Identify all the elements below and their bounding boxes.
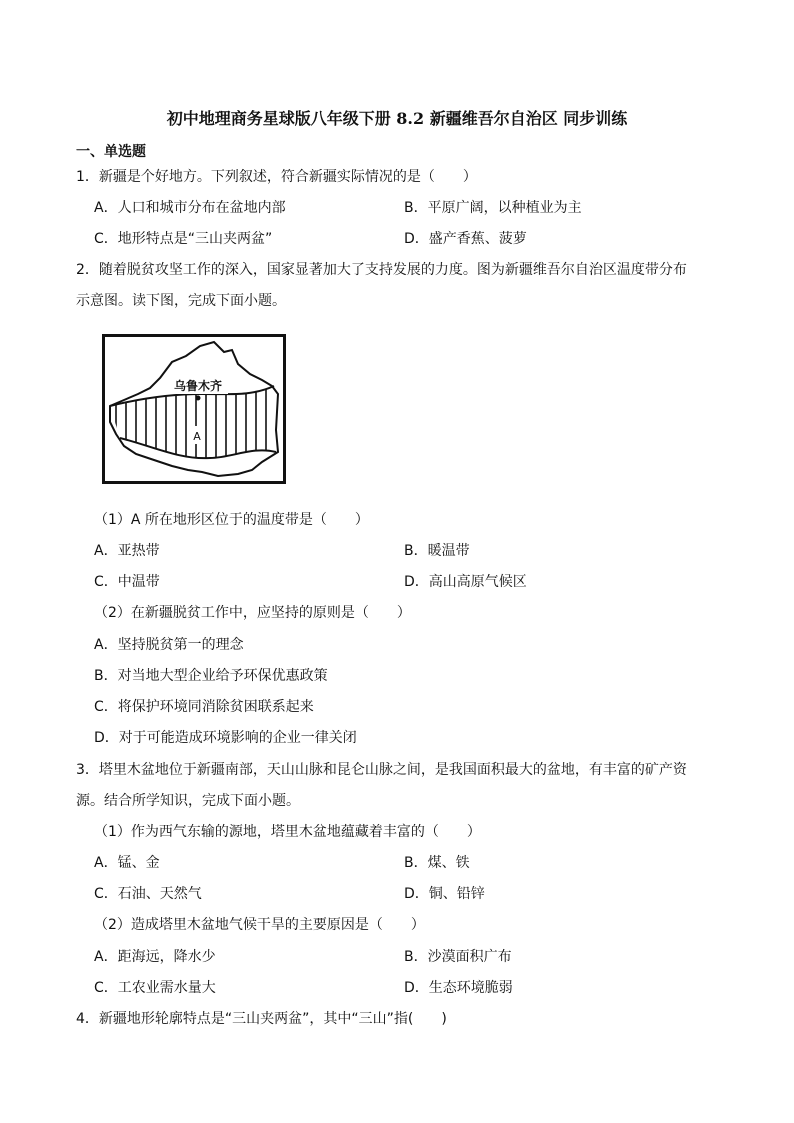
q2-stem-line2: 示意图。读下图，完成下面小题。 [76, 293, 286, 309]
q3-stem-line1: 3．塔里木盆地位于新疆南部，天山山脉和昆仑山脉之间，是我国面积最大的盆地，有丰富的矿产资 [76, 762, 687, 778]
q2-sub2-option-d: D．对于可能造成环境影响的企业一律关闭 [94, 730, 357, 746]
xinjiang-temperature-map [102, 334, 286, 484]
q2-stem-line1: 2．随着脱贫攻坚工作的深入，国家显著加大了支持发展的力度。图为新疆维吾尔自治区温度带分布 [76, 262, 687, 278]
q2-sub1-option-c: C．中温带 [94, 574, 160, 590]
q3-sub1-option-a: A．锰、金 [94, 855, 160, 871]
q2-sub2-stem: （2）在新疆脱贫工作中，应坚持的原则是（ ） [94, 605, 411, 621]
q3-sub1-option-d: D．铜、铅锌 [404, 886, 485, 902]
q3-sub1-stem: （1）作为西气东输的源地，塔里木盆地蕴藏着丰富的（ ） [94, 824, 481, 840]
page-title: 初中地理商务星球版八年级下册 8.2 新疆维吾尔自治区 同步训练 [166, 109, 628, 128]
point-a-label: A [193, 430, 201, 443]
q3-sub2-stem: （2）造成塔里木盆地气候干旱的主要原因是（ ） [94, 917, 425, 933]
city-point [196, 396, 201, 401]
q1-option-a: A．人口和城市分布在盆地内部 [94, 200, 286, 216]
q3-sub2-option-c: C．工农业需水量大 [94, 980, 216, 996]
q3-stem-line2: 源。结合所学知识，完成下面小题。 [76, 793, 300, 809]
q2-sub1-option-a: A．亚热带 [94, 543, 160, 559]
city-label: 乌鲁木齐 [173, 379, 223, 393]
q3-sub1-option-c: C．石油、天然气 [94, 886, 202, 902]
q3-sub2-option-b: B．沙漠面积广布 [404, 949, 512, 965]
q3-sub1-option-b: B．煤、铁 [404, 855, 470, 871]
q2-sub2-option-c: C．将保护环境同消除贫困联系起来 [94, 699, 314, 715]
q2-sub1-option-d: D．高山高原气候区 [404, 574, 527, 590]
q1-option-c: C．地形特点是“三山夹两盆” [94, 231, 273, 247]
q2-sub2-option-a: A．坚持脱贫第一的理念 [94, 637, 244, 653]
q1-option-d: D．盛产香蕉、菠萝 [404, 231, 527, 247]
q3-sub2-option-d: D．生态环境脆弱 [404, 980, 513, 996]
q1-stem: 1．新疆是个好地方。下列叙述，符合新疆实际情况的是（ ） [76, 169, 477, 185]
q2-sub2-option-b: B．对当地大型企业给予环保优惠政策 [94, 668, 328, 684]
q2-sub1-stem: （1）A 所在地形区位于的温度带是（ ） [94, 512, 369, 528]
q1-option-b: B．平原广阔，以种植业为主 [404, 200, 582, 216]
q4-stem: 4．新疆地形轮廓特点是“三山夹两盆”，其中“三山”指( ) [76, 1011, 447, 1027]
q2-sub1-option-b: B．暖温带 [404, 543, 470, 559]
section-heading: 一、单选题 [76, 144, 146, 160]
q3-sub2-option-a: A．距海远，降水少 [94, 949, 216, 965]
